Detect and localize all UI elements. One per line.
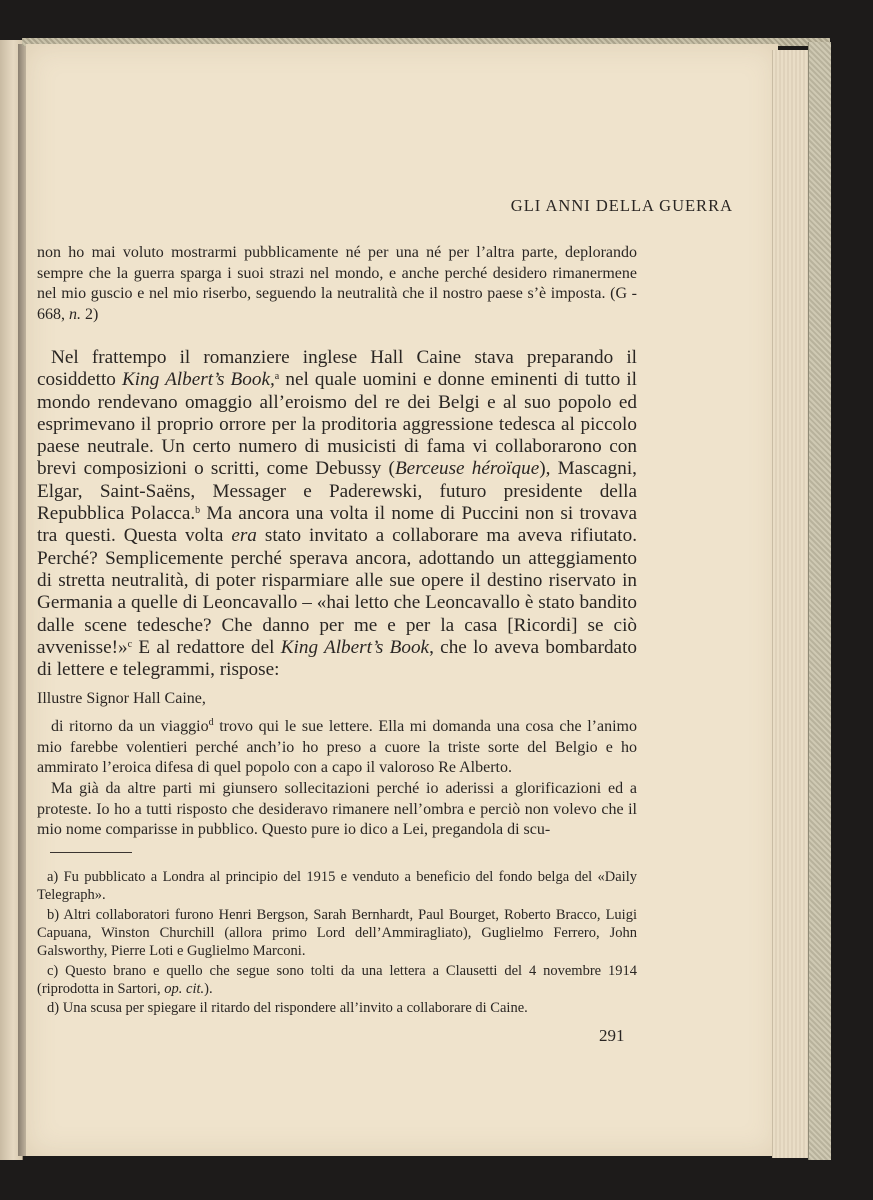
- running-header: GLI ANNI DELLA GUERRA: [510, 196, 733, 215]
- main-paragraph: Nel frattempo il romanziere inglese Hall Caine stava preparando il cosiddetto King Albert’s Book,$^a$ nel quale uomini e donne eminenti di tutto il mondo rendevano omaggio all’eroismo del re dei Belgi e al suo popolo ed esprimevano il proprio orrore per la proditoria aggressione tedesca al piccolo paese neutrale. Un certo numero di musicisti di fama vi collaborarono con brevi composizioni o scritti, come Debussy (Berceuse héroïque), Mascagni, Elgar, Saint-Saëns, Messager e Paderewski, futuro presidente della Repubblica Polacca.$^b$ Ma ancora una volta il nome di Puccini non si trovava tra questi. Questa volta era stato invitato a collaborare ma aveva rifiutato. Perché? Semplicemente perché sperava ancora, adottando un atteggiamento di stretta neutralità, di poter risparmiare alle sue opere il destino riservato in Germania a quelle di Leoncavallo – «hai letto che Leoncavallo è stato bandito dalle scene tedesche? Che danno per me e per la casa [Ricordi] se ciò avvenisse!»$^c$ E al redattore del King Albert’s Book, che lo aveva bombardato di lettere e telegrammi, rispose:: [37, 347, 638, 681]
- letter-salutation: Illustre Signor Hall Caine,: [37, 690, 206, 707]
- letter-paragraph-2: Ma già da altre parti mi giunsero sollecitazioni perché io aderissi a glorificazioni ed a proteste. Io ho a tutti risposto che desideravo rimanere nell’ombra e perciò non volevo che il mio nome comparisse in pubblico. Questo pure io dico a Lei, pregandola di scu-: [37, 780, 637, 838]
- book-cover-edge: [808, 42, 831, 1160]
- footnote-d: d) Una scusa per spiegare il ritardo del rispondere all’invito a collaborare di Caine.: [47, 1000, 528, 1016]
- page-stack-edges: [772, 50, 809, 1158]
- letter-paragraph-1: di ritorno da un viaggio$^d$ trovo qui le sue lettere. Ella mi domanda una cosa che l’animo mio farebbe volentieri perché anch’io ho preso a cuore la triste sorte del Belgio e ho ammirato l’eroica difesa di quel popolo con a capo il valoroso Re Alberto.: [37, 717, 637, 776]
- footnote-b: b) Altri collaboratori furono Henri Bergson, Sarah Bernhardt, Paul Bourget, Roberto Bracco, Luigi Capuana, Winston Churchill (allora primo Lord dell’Ammiragliato), Guglielmo Ferrero, John Galsworthy, Pierre Loti e Guglielmo Marconi.: [37, 907, 637, 959]
- footnote-c: c) Questo brano e quello che segue sono tolti da una lettera a Clausetti del 4 novembre 1914 (riprodotta in Sartori, op. cit.).: [37, 963, 637, 997]
- intro-paragraph: non ho mai voluto mostrarmi pubblicamente né per una né per l’altra parte, deplorando sempre che la guerra sparga i suoi strazi nel mondo, e anche perché desidero rimanermene nel mio guscio e nel mio riserbo, seguendo la neutralità che il nostro paese s’è imposta. (G - 668, n. 2): [37, 244, 638, 323]
- footnote-divider: [50, 852, 132, 853]
- page-number: 291: [599, 1026, 625, 1045]
- footnote-a: a) Fu pubblicato a Londra al principio del 1915 e venduto a beneficio del fondo belga del «Daily Telegraph».: [37, 869, 637, 903]
